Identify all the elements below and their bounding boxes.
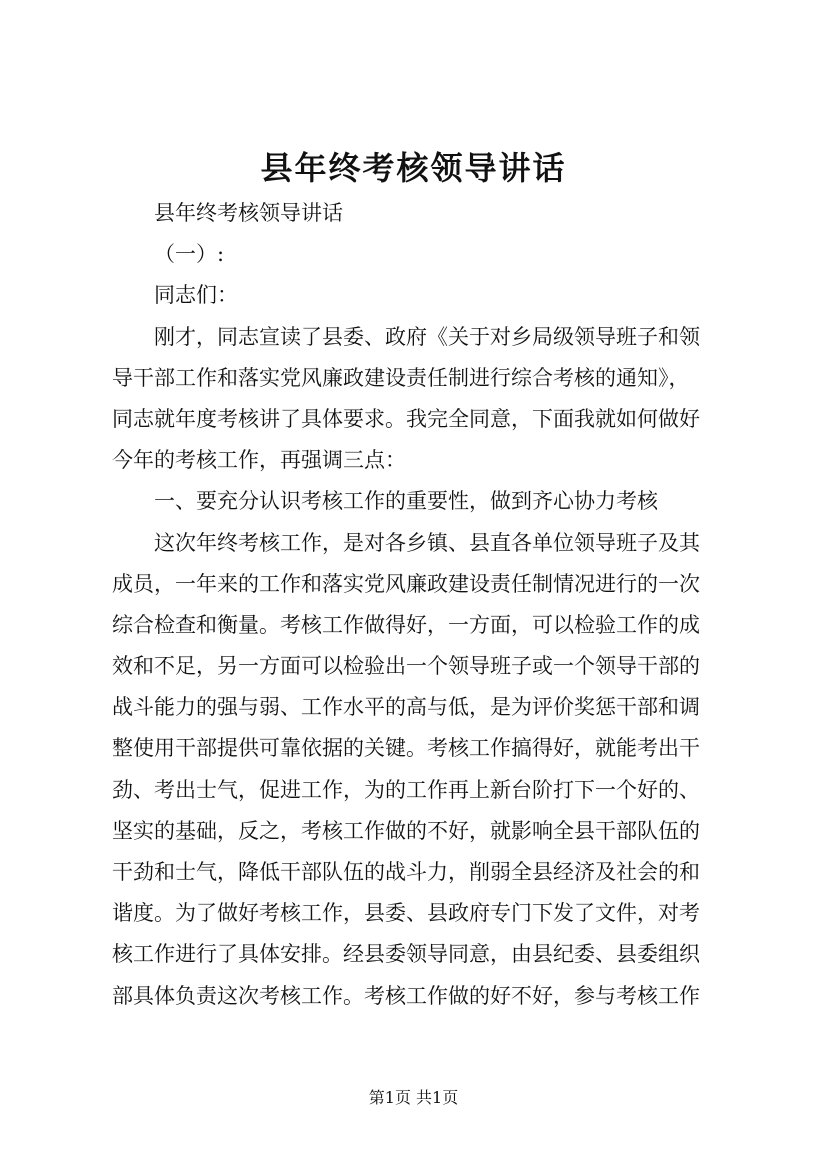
body-line: 今年的考核工作，再强调三点： — [112, 448, 406, 473]
body-line: 导干部工作和落实党风廉政建设责任制进行综合考核的通知》， — [112, 365, 690, 390]
section-heading: 一、要充分认识考核工作的重要性，做到齐心协力考核 — [154, 489, 658, 514]
body-line: 综合检查和衡量。考核工作做得好，一方面，可以检验工作的成 — [112, 612, 700, 637]
body-line: 县年终考核领导讲话 — [154, 201, 343, 225]
body-line: 干劲和士气，降低干部队伍的战斗力，削弱全县经济及社会的和 — [112, 860, 700, 884]
body-line: （一）: — [154, 242, 225, 267]
body-line: 效和不足，另一方面可以检验出一个领导班子或一个领导干部的 — [112, 654, 700, 679]
body-line: 坚实的基础，反之，考核工作做的不好，就影响全县干部队伍的 — [112, 818, 700, 843]
page-footer: 第1页 共1页 — [368, 1088, 459, 1107]
body-line: 战斗能力的强与弱、工作水平的高与低，是为评价奖惩干部和调 — [112, 695, 700, 720]
body-line: 刚才，同志宣读了县委、政府《关于对乡局级领导班子和领 — [154, 324, 700, 349]
document-body — [112, 193, 724, 1017]
body-line: 这次年终考核工作，是对各乡镇、县直各单位领导班子及其 — [154, 530, 700, 555]
body-line: 同志们： — [154, 283, 238, 308]
body-line: 整使用干部提供可靠依据的关键。考核工作搞得好，就能考出干 — [112, 736, 700, 761]
body-line: 部具体负责这次考核工作。考核工作做的好不好，参与考核工作 — [112, 983, 700, 1008]
document-title: 县年终考核领导讲话 — [260, 149, 567, 187]
body-line: 谐度。为了做好考核工作，县委、县政府专门下发了文件，对考 — [112, 901, 700, 926]
body-line: 同志就年度考核讲了具体要求。我完全同意，下面我就如何做好 — [112, 406, 700, 431]
body-line: 核工作进行了具体安排。经县委领导同意，由县纪委、县委组织 — [112, 942, 700, 967]
body-line: 劲、考出士气，促进工作，为的工作再上新台阶打下一个好的、 — [112, 777, 700, 802]
body-line: 成员，一年来的工作和落实党风廉政建设责任制情况进行的一次 — [112, 571, 700, 596]
